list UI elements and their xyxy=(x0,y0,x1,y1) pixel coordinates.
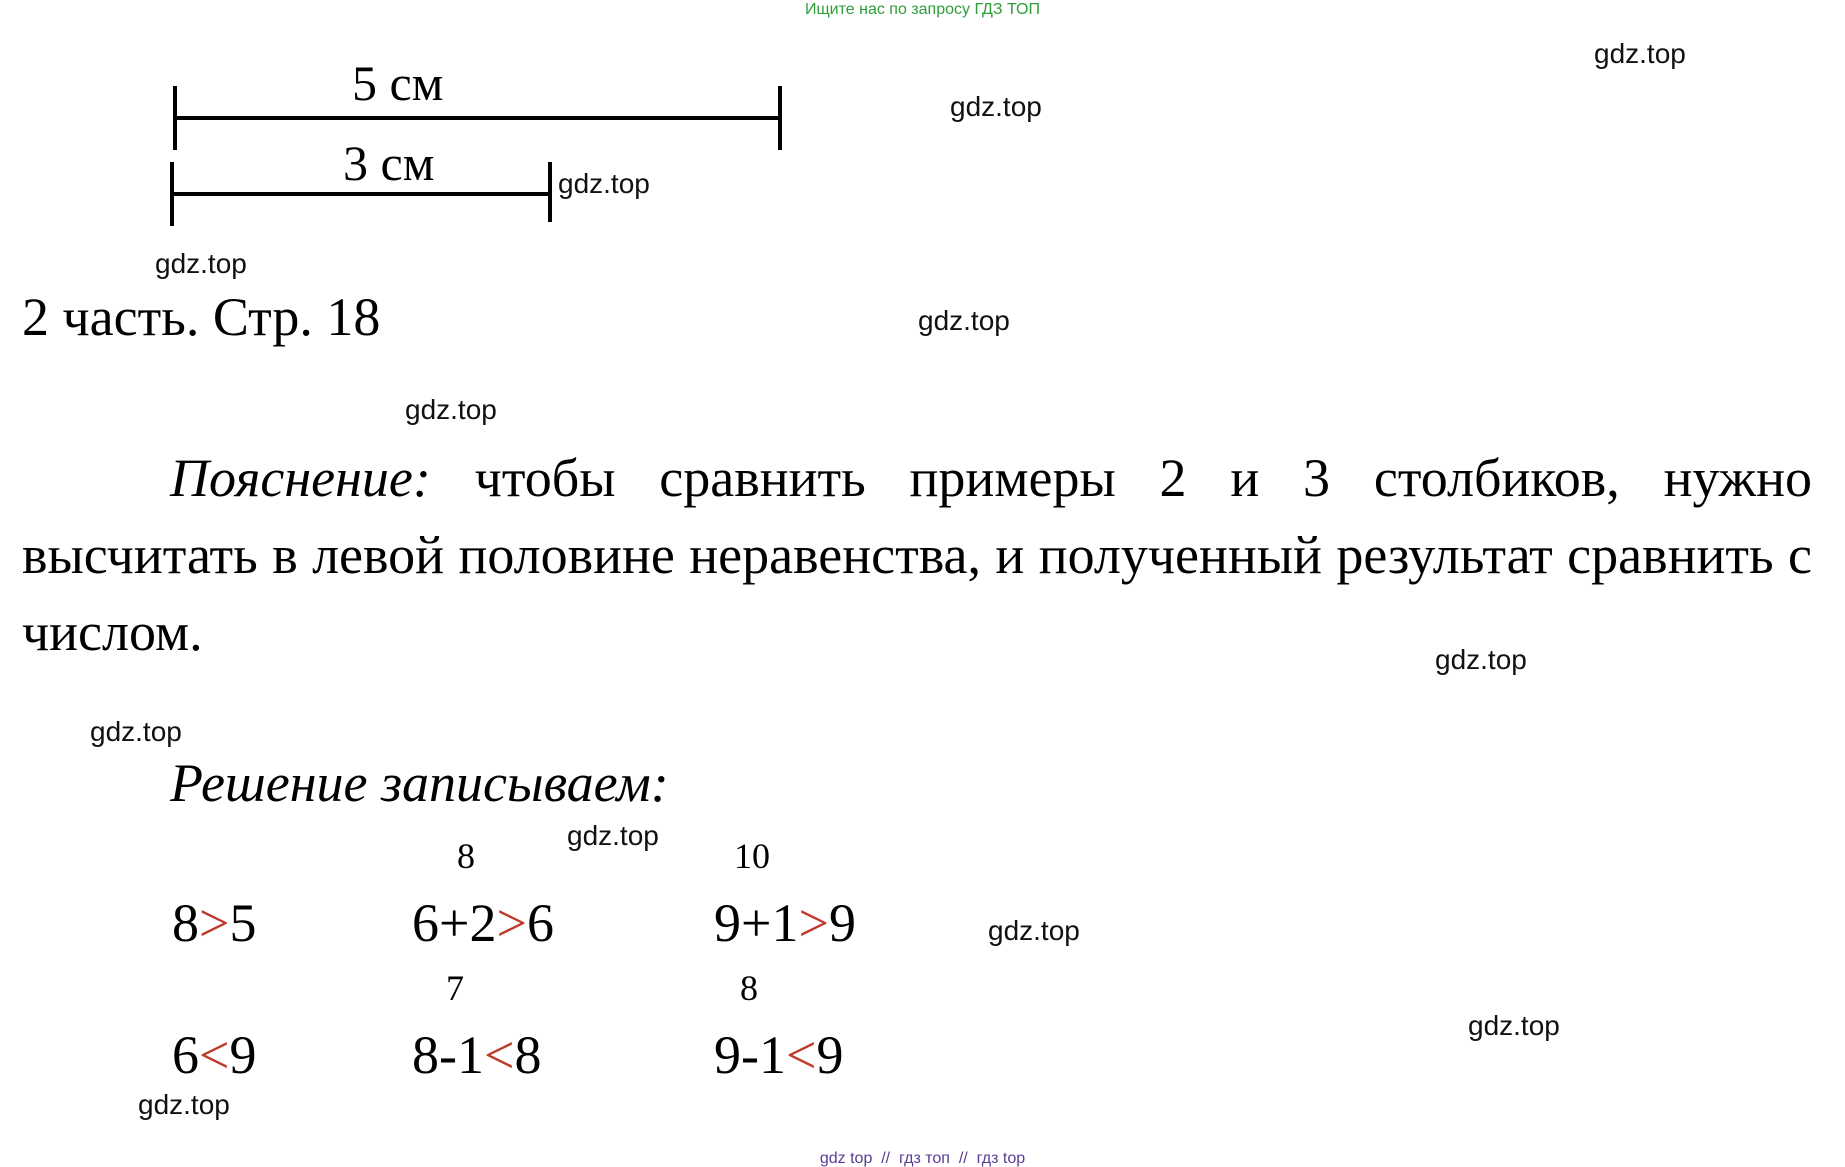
intermediate-result-r1c2: 8 xyxy=(457,836,475,876)
watermark: gdz.top xyxy=(1468,1010,1560,1041)
comparison-sign: < xyxy=(483,1025,515,1085)
explanation-lead: Пояснение: xyxy=(170,448,431,508)
comparison-sign: < xyxy=(785,1025,817,1085)
watermark: gdz.top xyxy=(950,91,1042,122)
watermark: gdz.top xyxy=(1594,38,1686,69)
watermark: gdz.top xyxy=(558,168,650,199)
footer-link[interactable]: гдз top xyxy=(976,1150,1026,1167)
explanation-text: чтобы сравнить примеры 2 и 3 столбиков, нужно высчитать в левой половине неравенства, и полученный результат сравнить с числом. xyxy=(22,448,1812,662)
comparison-sign: < xyxy=(199,1025,230,1085)
inequality-r2c3: 9-1<9 xyxy=(714,1025,844,1085)
inequality-r2c1: 6<9 xyxy=(172,1025,257,1085)
top-banner: Ищите нас по запросу ГДЗ ТОП xyxy=(805,1,1040,18)
explanation-paragraph xyxy=(22,440,1812,671)
inequality-r1c3: 9+1>9 xyxy=(714,893,856,953)
watermark: gdz.top xyxy=(405,394,497,425)
footer-separator: // xyxy=(958,1150,968,1167)
watermark: gdz.top xyxy=(567,820,659,851)
inequality-r1c1: 8>5 xyxy=(172,893,257,953)
comparison-sign: > xyxy=(496,893,527,953)
long-segment-label: 5 см xyxy=(352,55,444,111)
watermark: gdz.top xyxy=(918,305,1010,336)
intermediate-result-r2c2: 7 xyxy=(446,968,464,1008)
comparison-sign: > xyxy=(798,893,829,953)
watermark: gdz.top xyxy=(90,716,182,747)
watermark: gdz.top xyxy=(155,248,247,279)
short-segment-label: 3 см xyxy=(343,135,435,191)
watermark: gdz.top xyxy=(988,915,1080,946)
inequality-r2c2: 8-1<8 xyxy=(412,1025,542,1085)
watermark: gdz.top xyxy=(138,1089,230,1120)
intermediate-result-r1c3: 10 xyxy=(734,836,770,876)
footer-links xyxy=(0,1151,1845,1167)
solution-title: Решение записываем: xyxy=(170,753,669,813)
page-heading: 2 часть. Стр. 18 xyxy=(22,287,381,347)
footer-link[interactable]: гдз топ xyxy=(899,1150,950,1167)
inequality-r1c2: 6+2>6 xyxy=(412,893,554,953)
comparison-sign: > xyxy=(199,893,230,953)
footer-separator: // xyxy=(881,1150,891,1167)
footer-link[interactable]: gdz top xyxy=(819,1150,873,1167)
watermark: gdz.top xyxy=(1435,644,1527,675)
intermediate-result-r2c3: 8 xyxy=(740,968,758,1008)
segment-diagram xyxy=(0,0,1845,260)
